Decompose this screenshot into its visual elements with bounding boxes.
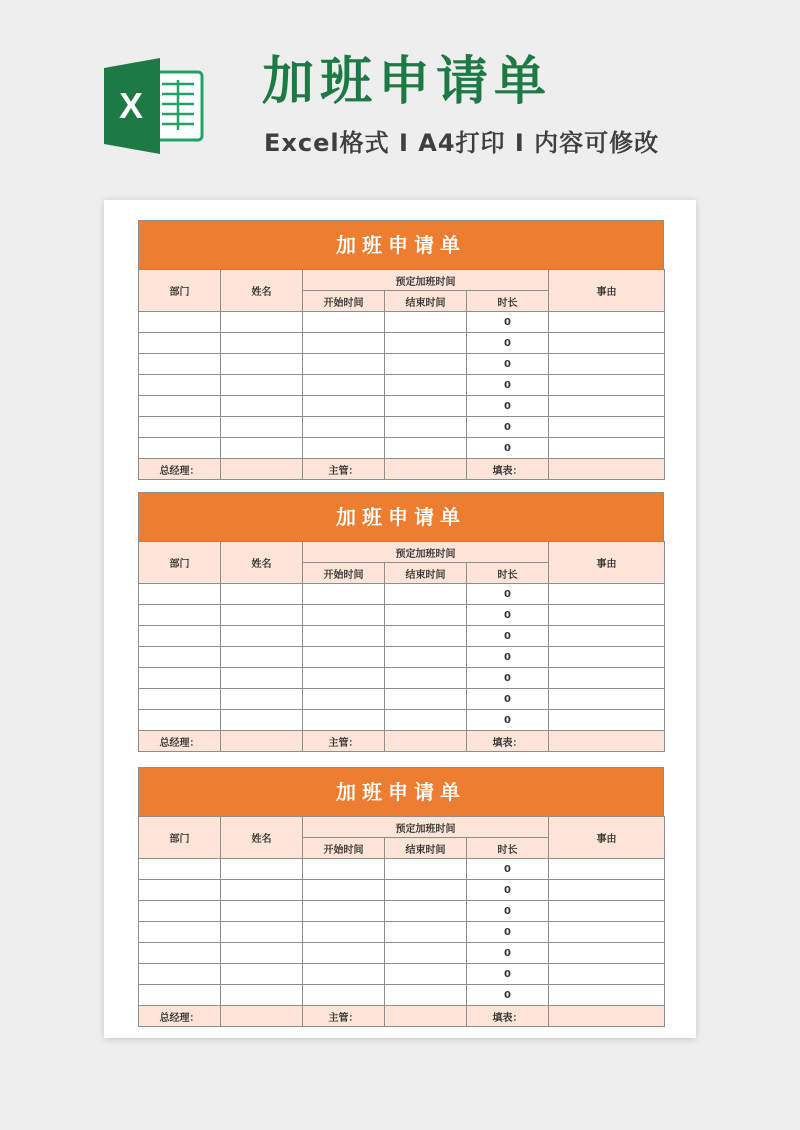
cell-start-time[interactable] — [303, 689, 385, 710]
col-header-end-time: 结束时间 — [385, 563, 467, 584]
cell-name[interactable] — [221, 626, 303, 647]
cell-start-time[interactable] — [303, 964, 385, 985]
cell-start-time[interactable] — [303, 417, 385, 438]
cell-start-time[interactable] — [303, 354, 385, 375]
cell-duration[interactable]: 0 — [467, 901, 549, 922]
cell-reason[interactable] — [549, 964, 665, 985]
cell-end-time[interactable] — [385, 584, 467, 605]
cell-end-time[interactable] — [385, 859, 467, 880]
signature-row — [139, 1006, 665, 1027]
table-row — [139, 964, 665, 985]
col-header-duration: 时长 — [467, 563, 549, 584]
cell-reason[interactable] — [549, 880, 665, 901]
cell-dept[interactable] — [139, 354, 221, 375]
table-row — [139, 605, 665, 626]
col-header-reason: 事由 — [549, 270, 665, 312]
cell-start-time[interactable] — [303, 859, 385, 880]
cell-name[interactable] — [221, 312, 303, 333]
col-header-dept: 部门 — [139, 270, 221, 312]
table-row — [139, 943, 665, 964]
cell-end-time[interactable] — [385, 668, 467, 689]
cell-start-time[interactable] — [303, 922, 385, 943]
cell-general-manager-sign[interactable] — [221, 1006, 303, 1027]
col-header-reason: 事由 — [549, 817, 665, 859]
table-row — [139, 354, 665, 375]
cell-duration[interactable]: 0 — [467, 880, 549, 901]
col-header-end-time: 结束时间 — [385, 838, 467, 859]
cell-name[interactable] — [221, 354, 303, 375]
cell-dept[interactable] — [139, 859, 221, 880]
cell-end-time[interactable] — [385, 985, 467, 1006]
cell-reason[interactable] — [549, 901, 665, 922]
table-row — [139, 375, 665, 396]
form-title: 加班申请单 — [138, 220, 664, 269]
cell-duration[interactable]: 0 — [467, 964, 549, 985]
label-filled-by: 填表： — [467, 731, 549, 752]
label-general-manager: 总经理： — [139, 731, 221, 752]
cell-reason[interactable] — [549, 689, 665, 710]
col-header-name: 姓名 — [221, 542, 303, 584]
cell-reason[interactable] — [549, 417, 665, 438]
cell-start-time[interactable] — [303, 626, 385, 647]
cell-end-time[interactable] — [385, 333, 467, 354]
table-row — [139, 710, 665, 731]
cell-end-time[interactable] — [385, 605, 467, 626]
cell-duration[interactable]: 0 — [467, 689, 549, 710]
cell-start-time[interactable] — [303, 901, 385, 922]
cell-duration[interactable]: 0 — [467, 647, 549, 668]
cell-dept[interactable] — [139, 668, 221, 689]
cell-duration[interactable]: 0 — [467, 354, 549, 375]
cell-duration[interactable]: 0 — [467, 922, 549, 943]
col-header-planned-time: 预定加班时间 — [303, 270, 549, 291]
form-title: 加班申请单 — [138, 492, 664, 541]
cell-duration[interactable]: 0 — [467, 438, 549, 459]
label-filled-by: 填表： — [467, 459, 549, 480]
col-header-duration: 时长 — [467, 291, 549, 312]
cell-reason[interactable] — [549, 333, 665, 354]
cell-dept[interactable] — [139, 647, 221, 668]
cell-name[interactable] — [221, 647, 303, 668]
cell-end-time[interactable] — [385, 710, 467, 731]
document-paper — [104, 200, 696, 1038]
col-header-start-time: 开始时间 — [303, 838, 385, 859]
excel-logo-svg — [102, 58, 206, 154]
cell-reason[interactable] — [549, 859, 665, 880]
label-supervisor: 主管： — [303, 459, 385, 480]
signature-row — [139, 459, 665, 480]
cell-name[interactable] — [221, 901, 303, 922]
cell-end-time[interactable] — [385, 922, 467, 943]
cell-end-time[interactable] — [385, 943, 467, 964]
table-row — [139, 584, 665, 605]
cell-name[interactable] — [221, 964, 303, 985]
cell-dept[interactable] — [139, 922, 221, 943]
excel-logo-icon — [102, 58, 206, 154]
cell-supervisor-sign[interactable] — [385, 459, 467, 480]
cell-end-time[interactable] — [385, 689, 467, 710]
cell-start-time[interactable] — [303, 584, 385, 605]
cell-duration[interactable]: 0 — [467, 985, 549, 1006]
cell-name[interactable] — [221, 880, 303, 901]
cell-dept[interactable] — [139, 333, 221, 354]
cell-duration[interactable]: 0 — [467, 375, 549, 396]
col-header-name: 姓名 — [221, 817, 303, 859]
cell-end-time[interactable] — [385, 354, 467, 375]
cell-start-time[interactable] — [303, 438, 385, 459]
cell-dept[interactable] — [139, 710, 221, 731]
cell-reason[interactable] — [549, 375, 665, 396]
cell-end-time[interactable] — [385, 312, 467, 333]
cell-filled-by-sign[interactable] — [549, 1006, 665, 1027]
cell-start-time[interactable] — [303, 943, 385, 964]
cell-start-time[interactable] — [303, 312, 385, 333]
label-general-manager: 总经理： — [139, 1006, 221, 1027]
cell-reason[interactable] — [549, 647, 665, 668]
cell-end-time[interactable] — [385, 880, 467, 901]
cell-duration[interactable]: 0 — [467, 626, 549, 647]
table-row — [139, 859, 665, 880]
cell-start-time[interactable] — [303, 396, 385, 417]
cell-reason[interactable] — [549, 396, 665, 417]
cell-dept[interactable] — [139, 901, 221, 922]
overtime-table — [138, 269, 665, 480]
cell-filled-by-sign[interactable] — [549, 731, 665, 752]
cell-start-time[interactable] — [303, 710, 385, 731]
overtime-table — [138, 816, 665, 1027]
cell-end-time[interactable] — [385, 901, 467, 922]
cell-reason[interactable] — [549, 668, 665, 689]
form-title: 加班申请单 — [138, 767, 664, 816]
cell-name[interactable] — [221, 584, 303, 605]
cell-duration[interactable]: 0 — [467, 668, 549, 689]
table-row — [139, 689, 665, 710]
cell-general-manager-sign[interactable] — [221, 731, 303, 752]
page-title: 加班申请单 — [262, 52, 553, 112]
cell-end-time[interactable] — [385, 417, 467, 438]
cell-dept[interactable] — [139, 584, 221, 605]
cell-reason[interactable] — [549, 312, 665, 333]
table-row — [139, 312, 665, 333]
cell-start-time[interactable] — [303, 605, 385, 626]
cell-name[interactable] — [221, 943, 303, 964]
cell-dept[interactable] — [139, 689, 221, 710]
cell-general-manager-sign[interactable] — [221, 459, 303, 480]
cell-end-time[interactable] — [385, 396, 467, 417]
overtime-form — [138, 220, 664, 480]
cell-end-time[interactable] — [385, 964, 467, 985]
cell-dept[interactable] — [139, 985, 221, 1006]
table-row — [139, 880, 665, 901]
cell-name[interactable] — [221, 333, 303, 354]
cell-dept[interactable] — [139, 375, 221, 396]
signature-row — [139, 731, 665, 752]
cell-supervisor-sign[interactable] — [385, 1006, 467, 1027]
table-row — [139, 333, 665, 354]
cell-name[interactable] — [221, 417, 303, 438]
cell-name[interactable] — [221, 605, 303, 626]
cell-duration[interactable]: 0 — [467, 312, 549, 333]
label-supervisor: 主管： — [303, 731, 385, 752]
cell-end-time[interactable] — [385, 647, 467, 668]
col-header-dept: 部门 — [139, 542, 221, 584]
cell-name[interactable] — [221, 985, 303, 1006]
col-header-start-time: 开始时间 — [303, 563, 385, 584]
cell-dept[interactable] — [139, 943, 221, 964]
cell-reason[interactable] — [549, 922, 665, 943]
logo-letter: X — [118, 85, 144, 126]
col-header-end-time: 结束时间 — [385, 291, 467, 312]
cell-reason[interactable] — [549, 985, 665, 1006]
cell-duration[interactable]: 0 — [467, 417, 549, 438]
cell-end-time[interactable] — [385, 375, 467, 396]
cell-name[interactable] — [221, 668, 303, 689]
cell-start-time[interactable] — [303, 647, 385, 668]
cell-start-time[interactable] — [303, 333, 385, 354]
cell-dept[interactable] — [139, 312, 221, 333]
cell-reason[interactable] — [549, 943, 665, 964]
col-header-name: 姓名 — [221, 270, 303, 312]
table-row — [139, 626, 665, 647]
cell-end-time[interactable] — [385, 438, 467, 459]
overtime-table — [138, 541, 665, 752]
cell-name[interactable] — [221, 689, 303, 710]
cell-dept[interactable] — [139, 626, 221, 647]
table-row — [139, 985, 665, 1006]
page-subtitle: Excel格式 Ⅰ A4打印 Ⅰ 内容可修改 — [264, 129, 660, 157]
cell-reason[interactable] — [549, 584, 665, 605]
cell-start-time[interactable] — [303, 985, 385, 1006]
col-header-reason: 事由 — [549, 542, 665, 584]
cell-reason[interactable] — [549, 605, 665, 626]
col-header-duration: 时长 — [467, 838, 549, 859]
cell-duration[interactable]: 0 — [467, 333, 549, 354]
cell-start-time[interactable] — [303, 668, 385, 689]
table-row — [139, 901, 665, 922]
cell-reason[interactable] — [549, 354, 665, 375]
cell-filled-by-sign[interactable] — [549, 459, 665, 480]
cell-dept[interactable] — [139, 438, 221, 459]
cell-name[interactable] — [221, 710, 303, 731]
table-row — [139, 668, 665, 689]
cell-duration[interactable]: 0 — [467, 605, 549, 626]
cell-name[interactable] — [221, 438, 303, 459]
overtime-form — [138, 492, 664, 752]
cell-name[interactable] — [221, 396, 303, 417]
cell-dept[interactable] — [139, 417, 221, 438]
col-header-dept: 部门 — [139, 817, 221, 859]
cell-duration[interactable]: 0 — [467, 943, 549, 964]
table-row — [139, 396, 665, 417]
table-row — [139, 417, 665, 438]
cell-start-time[interactable] — [303, 375, 385, 396]
cell-name[interactable] — [221, 859, 303, 880]
label-general-manager: 总经理： — [139, 459, 221, 480]
cell-end-time[interactable] — [385, 626, 467, 647]
cell-name[interactable] — [221, 922, 303, 943]
cell-duration[interactable]: 0 — [467, 584, 549, 605]
cell-reason[interactable] — [549, 710, 665, 731]
cell-dept[interactable] — [139, 605, 221, 626]
cell-supervisor-sign[interactable] — [385, 731, 467, 752]
table-row — [139, 647, 665, 668]
table-row — [139, 438, 665, 459]
cell-dept[interactable] — [139, 880, 221, 901]
col-header-planned-time: 预定加班时间 — [303, 817, 549, 838]
table-row — [139, 922, 665, 943]
cell-duration[interactable]: 0 — [467, 859, 549, 880]
cell-name[interactable] — [221, 375, 303, 396]
cell-dept[interactable] — [139, 396, 221, 417]
col-header-planned-time: 预定加班时间 — [303, 542, 549, 563]
label-supervisor: 主管： — [303, 1006, 385, 1027]
cell-dept[interactable] — [139, 964, 221, 985]
cell-duration[interactable]: 0 — [467, 710, 549, 731]
cell-start-time[interactable] — [303, 880, 385, 901]
label-filled-by: 填表： — [467, 1006, 549, 1027]
cell-duration[interactable]: 0 — [467, 396, 549, 417]
cell-reason[interactable] — [549, 438, 665, 459]
overtime-form — [138, 767, 664, 1027]
cell-reason[interactable] — [549, 626, 665, 647]
col-header-start-time: 开始时间 — [303, 291, 385, 312]
